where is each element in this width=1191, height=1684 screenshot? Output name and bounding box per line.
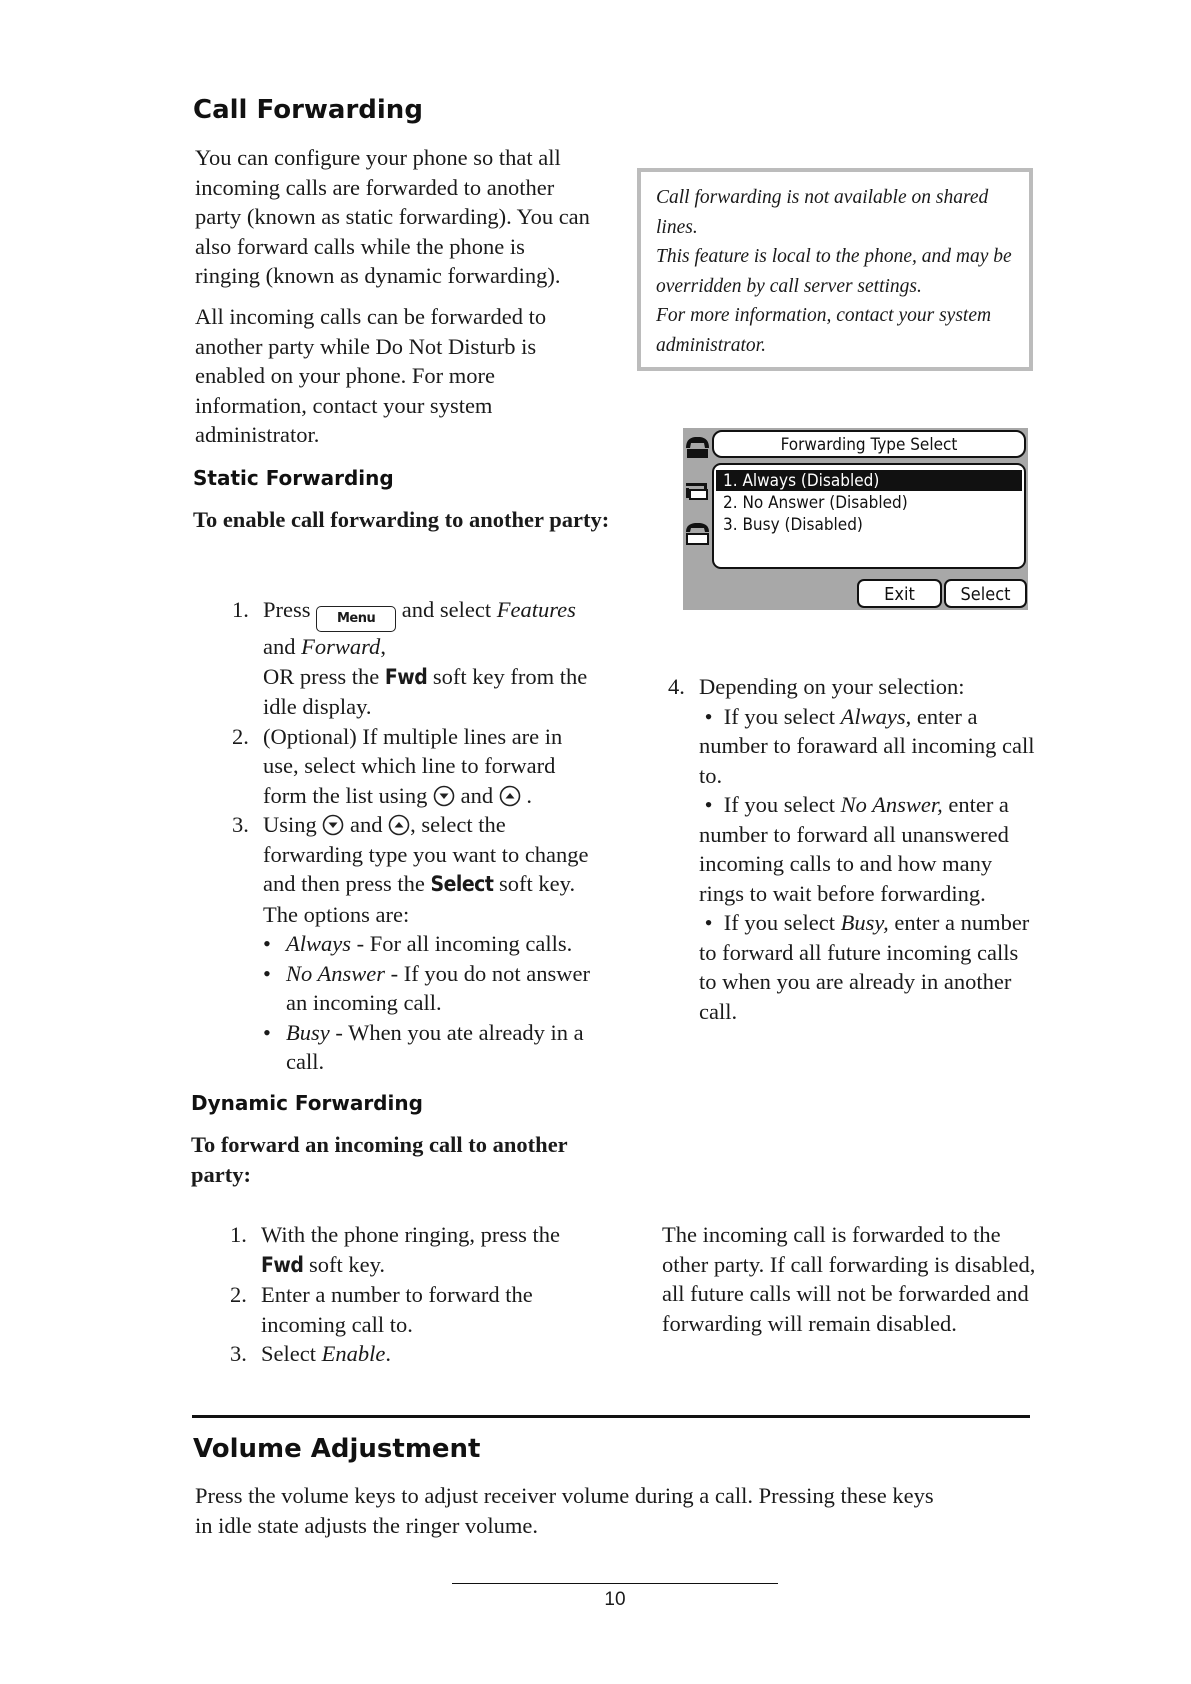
screen-softkey-exit[interactable] [858,580,941,607]
dynamic-step-3: 3. Select Enable. [230,1341,391,1366]
screen-list-item[interactable]: 2. No Answer (Disabled) [723,493,908,513]
static-steps-list [232,595,600,1077]
dynamic-forwarding-heading: Dynamic Forwarding [191,1091,423,1115]
volume-adjustment-heading: Volume Adjustment [193,1434,481,1464]
volume-adjustment-text: Press the volume keys to adjust receiver volume during a call. Pressing these keys in idle state adjusts the ringer volume. [195,1483,934,1538]
option-always: • Always - For all incoming calls. [263,929,600,959]
screen-list-item[interactable]: 3. Busy (Disabled) [723,515,863,535]
nav-up-icon [499,785,521,807]
screen-softkey-label: Exit [884,584,915,605]
step4-item-no-answer: • If you select No Answer, enter a number to forward all unanswered incoming calls to and how many rings to wait before forwarding. [699,792,1009,906]
screen-softkey-label: Select [960,584,1011,605]
dynamic-step-2: 2. Enter a number to forward the incoming call to. [230,1282,533,1337]
nav-down-icon [322,814,344,836]
nav-up-icon [388,814,410,836]
static-step-2: 2. (Optional) If multiple lines are in use, select which line to forward form the list using and . [232,723,563,808]
static-step-4-list [668,672,1038,1026]
static-step-4: 4. Depending on your selection: • If you select Always, enter a number to foraward all incoming call to. • If you select No Answer, enter a number to forward all unanswered incoming calls to and how many rings to wait before forwarding. • If you select Busy, enter a number to forward all future incoming calls to when you are already in another call. [668,672,1038,1026]
forwarding-options-list [263,929,600,1077]
screen-list-item[interactable]: 1. Always (Disabled) [723,471,880,491]
note-box [637,168,1033,371]
line-icon-2 [686,483,707,499]
select-softkey-label: Select [430,872,494,896]
static-step-3: 3. Using and , select the forwarding type you want to change and then press the Select soft key. The options are: • Always - For all incoming calls. • No Answer - If you do not answer an incoming call. • Busy - When you ate already in a call. [232,810,600,1077]
static-forwarding-procedure: To enable call forwarding to another party: [193,507,610,532]
note-line-2: This feature is local to the phone, and may be overridden by call server settings. [656,246,1012,297]
call-forwarding-intro-2: All incoming calls can be forwarded to another party while Do Not Disturb is enabled on your phone. For more information, contact your system administrator. [195,304,547,447]
step4-item-busy: • If you select Busy, enter a number to forward all future incoming calls to when you are already in another call. [699,910,1030,1024]
screen-softkey-select[interactable] [945,580,1026,607]
option-busy: • Busy - When you ate already in a call. [263,1018,600,1077]
call-forwarding-intro-1: You can configure your phone so that all incoming calls are forwarded to another party (known as static forwarding). You can also forward calls while the phone is ringing (known as dynamic forwarding). [195,145,590,288]
static-forwarding-heading: Static Forwarding [193,466,394,490]
dynamic-forwarding-result: The incoming call is forwarded to the other party. If call forwarding is disabled, all future calls will not be forwarded and forwarding will remain disabled. [662,1222,1036,1336]
dynamic-steps-list [230,1220,600,1369]
call-forwarding-heading: Call Forwarding [193,95,423,125]
note-line-3: For more information, contact your system administrator. [656,305,992,356]
static-step-1: 1. Press Menu and select Features and Forward, OR press the Fwd soft key from the idle display. [232,597,588,719]
option-no-answer: • No Answer - If you do not answer an incoming call. [263,959,600,1018]
line-icon-3 [686,523,709,544]
screen-header-text: Forwarding Type Select [780,435,958,455]
dynamic-step-1: 1. With the phone ringing, press the Fwd soft key. [230,1222,561,1277]
dynamic-forwarding-procedure: To forward an incoming call to another party: [191,1132,568,1187]
menu-key: Menu [316,606,396,632]
section-divider [192,1415,1030,1418]
phone-screen [683,428,1028,610]
page-number: 10 [604,1589,626,1610]
nav-down-icon [433,785,455,807]
fwd-softkey-label: Fwd [261,1252,304,1277]
step4-item-always: • If you select Always, enter a number to foraward all incoming call to. [699,703,1035,788]
fwd-softkey-label: Fwd [384,664,428,689]
footer-rule [452,1583,778,1584]
note-line-1: Call forwarding is not available on shared lines. [656,187,989,238]
